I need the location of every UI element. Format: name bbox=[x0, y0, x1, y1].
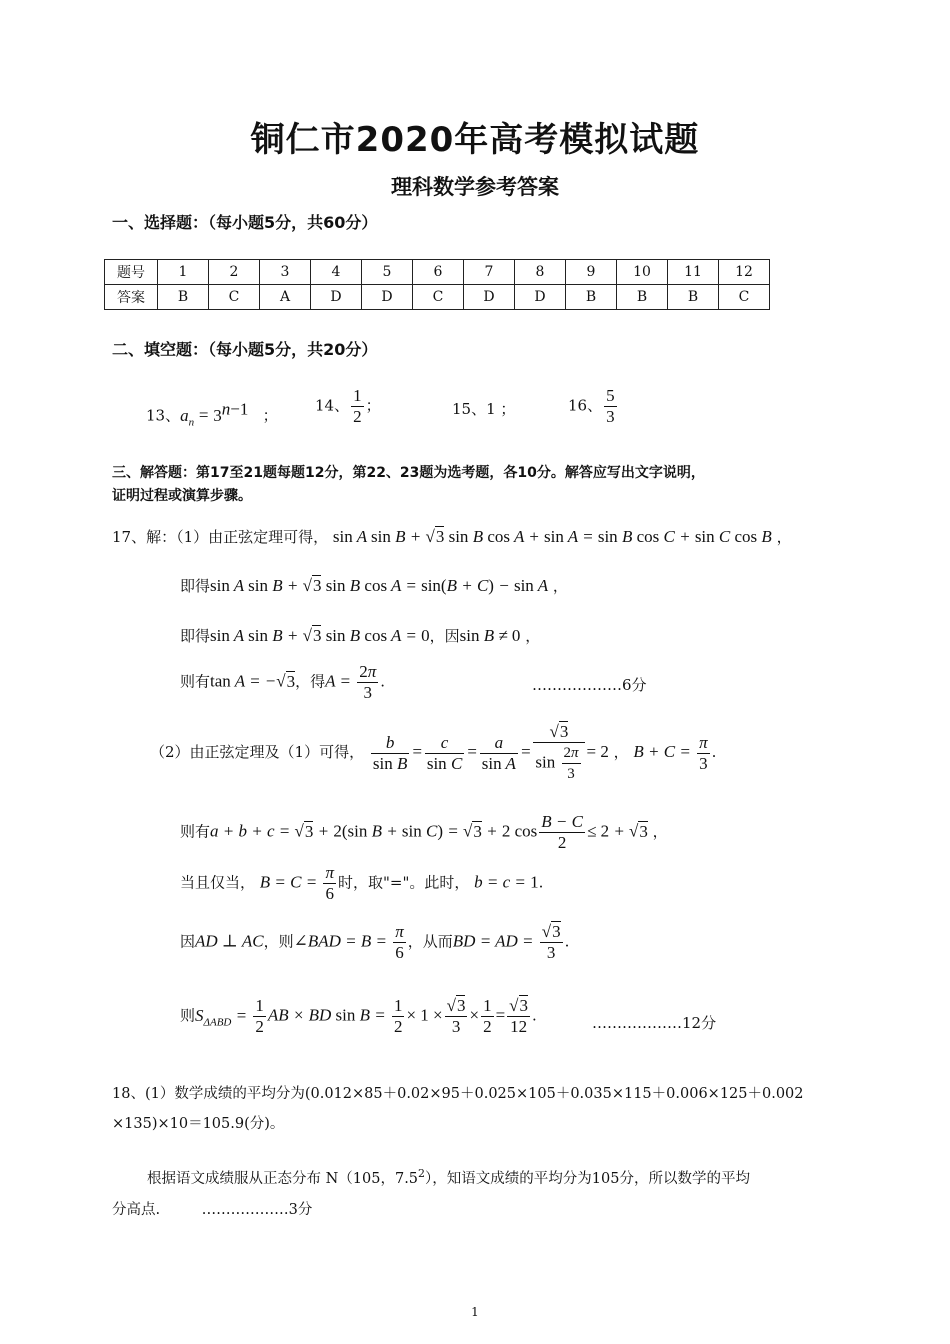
table-cell: 5 bbox=[362, 260, 413, 285]
q18-line4-b: ………………3分 bbox=[201, 1202, 313, 1218]
q17-line4-pre: 则有 bbox=[180, 672, 211, 691]
section3-heading: 三、解答题：第17至21题每题12分，第22、23题为选考题，各10分。解答应写出文字说明， bbox=[112, 465, 705, 481]
q17-line4: 则有tan A = −√3，得A = $\frac{2\pi}{3}$ . bbox=[180, 662, 385, 702]
table-cell: 11 bbox=[668, 260, 719, 285]
table-cell: B bbox=[158, 285, 209, 310]
q18-line3: 根据语文成绩服从正态分布 N（105，$7.5^2$），知语文成绩的平均分为105分，所以数学的平均 bbox=[147, 1167, 750, 1187]
q17-line3: 即得sin A sin B + √3 sin B cos A = 0，因sin B ≠ 0 ， bbox=[180, 626, 541, 645]
table-cell: D bbox=[311, 285, 362, 310]
q17-line6: 则有a + b + c = √3 + 2(sin B + sin C) = √3 + 2 cos $\frac{B - C}{2}$ ≤ 2 + √3 ， bbox=[180, 812, 668, 852]
table-cell: C bbox=[413, 285, 464, 310]
page-number: 1 bbox=[471, 1305, 479, 1319]
q17-line7-mid: 时，取"="。此时， bbox=[338, 873, 470, 892]
q17-score-6: ………………6分 bbox=[532, 676, 647, 694]
table-header-cell: 答案 bbox=[105, 285, 158, 310]
answer-table bbox=[104, 259, 770, 310]
q18-line4 bbox=[112, 1199, 312, 1221]
section2-heading: 二、填空题：（每小题5分，共20分） bbox=[112, 340, 378, 359]
table-cell: 3 bbox=[260, 260, 311, 285]
section3-heading-cont: 证明过程或演算步骤。 bbox=[112, 488, 252, 504]
q16-answer: 16、 $\frac{5}{3}$ bbox=[568, 386, 615, 426]
table-cell: 6 bbox=[413, 260, 464, 285]
q17-line2: 即得sin A sin B + √3 sin B cos A = sin(B + C) − sin A ， bbox=[180, 576, 568, 595]
table-header-cell: 题号 bbox=[105, 260, 158, 285]
q15-sep: ； bbox=[500, 400, 516, 418]
table-row bbox=[105, 285, 770, 310]
q16-label: 16、 bbox=[568, 396, 603, 415]
q18-line2: ×135)×10＝105.9(分)。 bbox=[112, 1116, 285, 1132]
q17-line8-pre: 因 bbox=[180, 932, 196, 951]
page-subtitle: 理科数学参考答案 bbox=[391, 175, 559, 199]
q14-label: 14、 bbox=[315, 396, 350, 415]
q17-line9-pre: 则 bbox=[180, 1006, 196, 1025]
q17-line3-mid: ，因 bbox=[429, 627, 460, 645]
table-cell: B bbox=[566, 285, 617, 310]
q18-line4-a: 分高点. bbox=[112, 1202, 161, 1218]
q13-answer: 13、$a_n = 3^{n-1}$ ； bbox=[146, 399, 278, 429]
q17-line8: 因AD ⊥ AC，则∠BAD = B = $\frac{\pi}{6}$ ，从而BD = AD = $\frac{√3}{3}$ . bbox=[180, 922, 570, 962]
table-cell: 10 bbox=[617, 260, 668, 285]
q15-answer bbox=[452, 398, 515, 420]
q17-line2-pre: 即得 bbox=[180, 577, 211, 595]
table-row bbox=[105, 260, 770, 285]
q17-line7-pre: 当且仅当， bbox=[180, 873, 256, 892]
table-cell: 9 bbox=[566, 260, 617, 285]
table-cell: D bbox=[362, 285, 413, 310]
q17-intro: 17、解：（1）由正弦定理可得， bbox=[112, 528, 329, 546]
q18-line3-a: 根据语文成绩服从正态分布 N（105，7.5 bbox=[147, 1170, 419, 1187]
table-cell: 4 bbox=[311, 260, 362, 285]
q17-line5: （2）由正弦定理及（1）可得， $\frac{b}{\text{sin B}}$ = $\frac{c}{\text{sin C}}$ = $\frac{a}{\text{sin A}}$ = √3 sin $\frac{2\pi}{3}$ = 2 ， B + C = $\frac{\pi}{3}$ . bbox=[150, 722, 717, 782]
q17-score-12: ………………12分 bbox=[592, 1014, 717, 1032]
q14-answer: 14、 $\frac{1}{2}$ ； bbox=[315, 386, 381, 426]
q18-line1: 18、(1）数学成绩的平均分为(0.012×85＋0.02×95＋0.025×105＋0.035×115＋0.006×125＋0.002 bbox=[112, 1086, 804, 1102]
q18-line3-b: ），知语文成绩的平均分为105分，所以数学的平均 bbox=[425, 1170, 750, 1187]
q17-line4-mid: ，得 bbox=[295, 672, 326, 691]
section1-heading: 一、选择题：（每小题5分，共60分） bbox=[112, 213, 378, 232]
table-cell: B bbox=[668, 285, 719, 310]
q17-line7: 当且仅当， B = C = $\frac{\pi}{6}$ 时，取"="。此时， b = c = 1. bbox=[180, 863, 544, 903]
table-cell: B bbox=[617, 285, 668, 310]
table-cell: C bbox=[719, 285, 770, 310]
table-cell: 8 bbox=[515, 260, 566, 285]
q17-line8-mid2: ，从而 bbox=[407, 932, 453, 951]
q17-line3-pre: 即得 bbox=[180, 627, 211, 645]
table-cell: D bbox=[515, 285, 566, 310]
table-cell: 7 bbox=[464, 260, 515, 285]
table-cell: A bbox=[260, 285, 311, 310]
q14-sep: ； bbox=[365, 396, 381, 415]
q17-line1: 17、解：（1）由正弦定理可得， sin A sin B + √3 sin B cos A + sin A = sin B cos C + sin C cos B ， bbox=[112, 527, 792, 546]
table-cell: C bbox=[209, 285, 260, 310]
table-cell: 1 bbox=[158, 260, 209, 285]
q13-label: 13、 bbox=[146, 406, 181, 425]
page-title: 铜仁市2020年高考模拟试题 bbox=[250, 120, 700, 160]
table-cell: D bbox=[464, 285, 515, 310]
q17-line9: 则$S_{\Delta ABD}$ = $\frac{1}{2}$ AB × BD sin B = $\frac{1}{2}$ × 1 × $\frac{√3}{3}$ × $\frac{1}{2}$ = $\frac{√3}{12}$ . bbox=[180, 996, 537, 1036]
q17-line6-pre: 则有 bbox=[180, 822, 211, 841]
q15-label: 15、 bbox=[452, 400, 487, 418]
q17-part2-intro: （2）由正弦定理及（1）可得， bbox=[150, 743, 365, 761]
q15-value: 1 bbox=[486, 400, 496, 418]
table-cell: 2 bbox=[209, 260, 260, 285]
q17-line8-mid1: ，则 bbox=[263, 932, 294, 951]
table-cell: 12 bbox=[719, 260, 770, 285]
q13-sep: ； bbox=[262, 406, 278, 425]
